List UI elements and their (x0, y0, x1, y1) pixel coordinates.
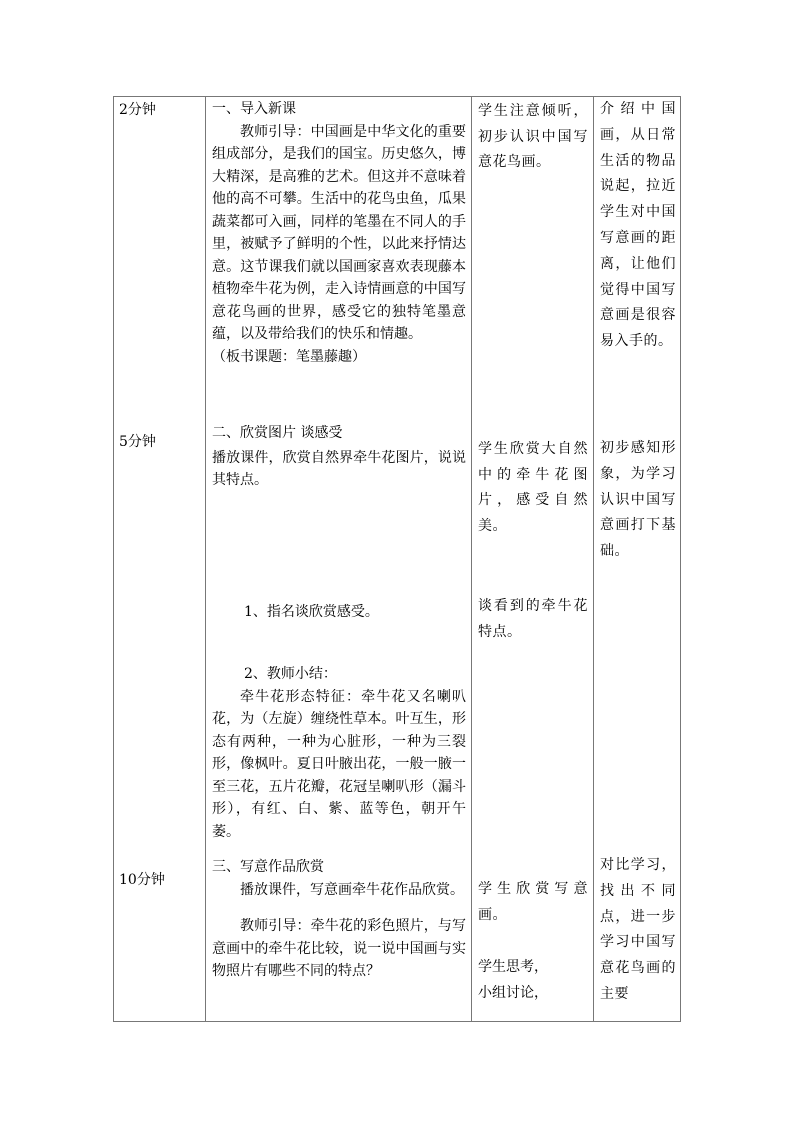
content-cell-intro (212, 98, 466, 368)
design-intent: 对比学习，找出不同点，进一步学习中国写意花鸟画的主要 (600, 857, 676, 1002)
section-heading: 三、写意作品欣赏 (212, 859, 324, 875)
student-activity: 小组讨论， (478, 985, 548, 1001)
content-item: 2、教师小结： (244, 666, 337, 682)
student-activity: 学生思考， (478, 959, 548, 975)
board-note: （板书课题：笔墨藤趣） (212, 348, 366, 365)
content-cell-summary (212, 663, 466, 843)
student-activity: 学生欣赏写意画。 (478, 881, 588, 923)
design-intent: 初步感知形象，为学习认识中国写意画打下基础。 (600, 440, 676, 560)
summary-paragraph: 牵牛花形态特征：牵牛花又名喇叭花，为（左旋）缠绕性草本。叶互生，形态有两种，一种为心脏形，一种为三裂形，像枫叶。夏日叶腋出花，一般一腋一至三花，五片花瓣，花冠呈喇叭形（漏斗形），有红、白、紫、蓝等色，朝开午萎。 (212, 688, 466, 840)
section-heading: 二、欣赏图片 谈感受 (212, 425, 343, 441)
student-activity: 学生注意倾听，初步认识中国写意花鸟画。 (478, 103, 588, 170)
guide-paragraph: 教师引导：牵牛花的彩色照片，与写意画中的牵牛花比较，说一说中国画与实物照片有哪些不同的特点？ (212, 918, 466, 979)
student-activity: 谈看到的牵牛花特点。 (478, 598, 588, 640)
column-divider (593, 97, 594, 1021)
section-paragraph: 播放课件，欣赏自然界牵牛花图片，说说其特点。 (212, 449, 466, 488)
content-cell-appreciation (212, 422, 466, 492)
time-cell: 2分钟 (119, 102, 156, 118)
column-divider (205, 97, 206, 1021)
section-paragraph: 播放课件，写意画牵牛花作品欣赏。 (240, 881, 464, 898)
content-cell-works (212, 856, 466, 983)
design-intent: 介绍中国画，从日常生活的物品说起，拉近学生对中国写意画的距离，让他们觉得中国写意画是很容易入手的。 (600, 101, 676, 350)
time-cell: 10分钟 (119, 872, 165, 888)
time-cell: 5分钟 (119, 434, 156, 450)
lesson-plan-table (113, 96, 681, 1022)
section-heading: 一、导入新课 (212, 101, 296, 117)
column-divider (471, 97, 472, 1021)
section-paragraph: 教师引导：中国画是中华文化的重要组成部分，是我们的国宝。历史悠久，博大精深，是高雅的艺术。但这并不意味着他的高不可攀。生活中的花鸟虫鱼，瓜果蔬菜都可入画，同样的笔墨在不同人的手里，被赋予了鲜明的个性，以此来抒情达意。这节课我们就以国画家喜欢表现藤本植物牵牛花为例，走入诗情画意的中国写意花鸟画的世界，感受它的独特笔墨意蕴，以及带给我们的快乐和情趣。 (212, 123, 466, 342)
student-activity: 学生欣赏大自然中的牵牛花图片，感受自然美。 (478, 441, 588, 534)
content-item: 1、指名谈欣赏感受。 (244, 604, 379, 620)
